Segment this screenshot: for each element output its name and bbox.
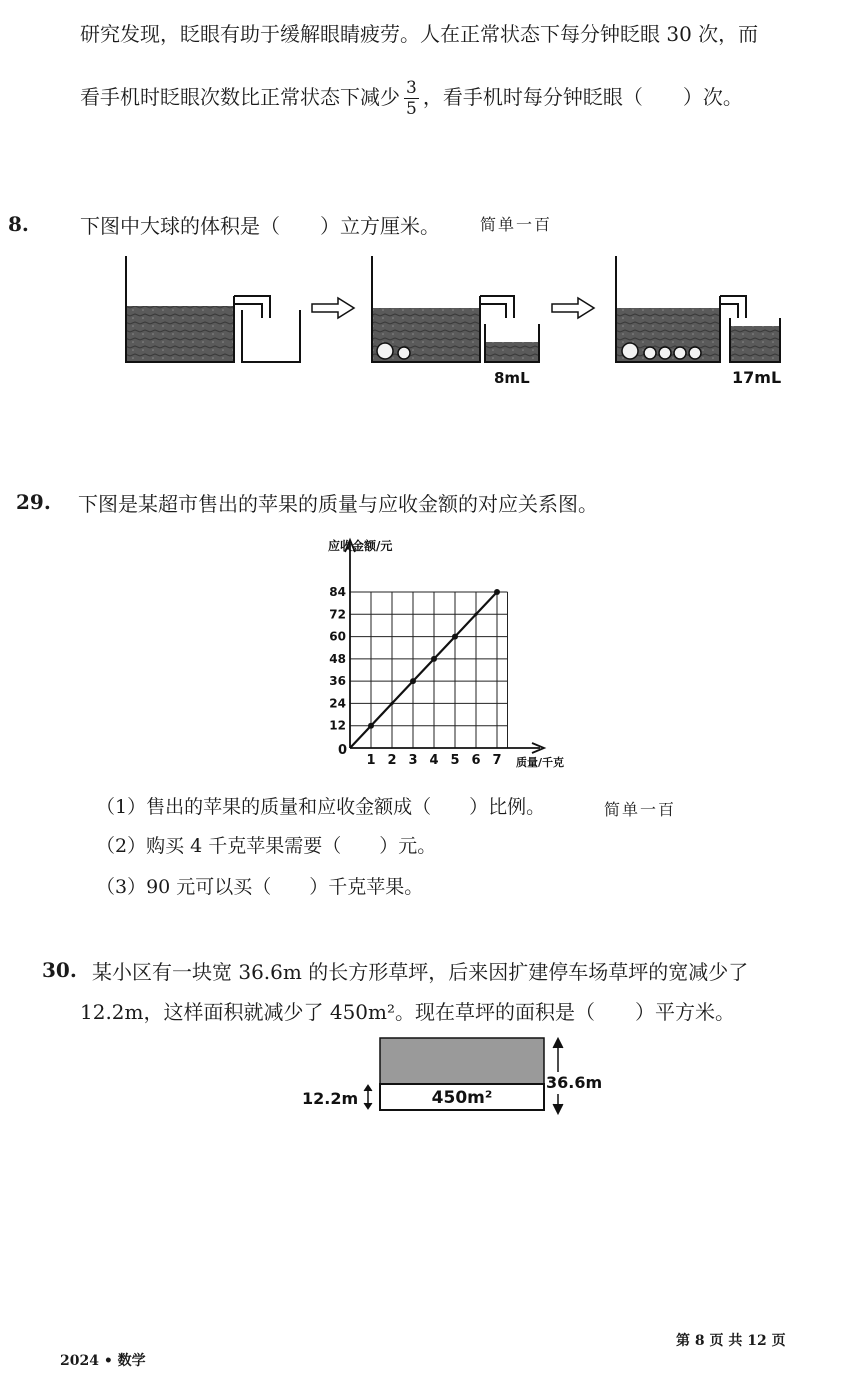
- q28-number: 8.: [8, 212, 29, 236]
- footer-left: 2024 • 数学: [60, 1353, 146, 1369]
- big-ball: [377, 343, 393, 359]
- y-tick-label: 36: [329, 674, 346, 689]
- data-point: [410, 678, 416, 684]
- data-point: [494, 589, 500, 595]
- small-ball: [398, 347, 410, 359]
- q29-sub1: （1）售出的苹果的质量和应收金额成（ ）比例。: [96, 796, 546, 818]
- label-8ml: 8mL: [494, 369, 530, 387]
- q29-sub3: （3）90 元可以买（ ）千克苹果。: [96, 876, 424, 898]
- container-2: [372, 256, 539, 362]
- q27-line2: [80, 78, 743, 119]
- q28-text: 下图中大球的体积是（ ）立方厘米。: [80, 214, 440, 238]
- x-tick-label: 1: [366, 753, 376, 768]
- label-12-2: 12.2m: [302, 1089, 359, 1108]
- q28-watermark: 简单一百: [480, 215, 553, 234]
- y-tick-label: 12: [329, 718, 346, 733]
- data-point: [390, 702, 393, 705]
- q29-sub2: （2）购买 4 千克苹果需要（ ）元。: [96, 835, 437, 857]
- data-point: [452, 634, 458, 640]
- y-axis-label: 应收金额/元: [328, 539, 393, 553]
- q30-line1: 某小区有一块宽 36.6m 的长方形草坪，后来因扩建停车场草坪的宽减少了: [92, 960, 749, 984]
- x-tick-label: 6: [471, 753, 481, 768]
- big-ball: [622, 343, 638, 359]
- x-axis-label: 质量/千克: [516, 756, 565, 769]
- q29-watermark: 简单一百: [604, 800, 677, 819]
- x-tick-label: 5: [450, 753, 460, 768]
- y-tick-label: 24: [329, 696, 346, 711]
- q30-number: 30.: [42, 958, 77, 982]
- q29-number: 29.: [16, 490, 51, 514]
- q27-fraction: [404, 78, 419, 119]
- data-point: [474, 613, 477, 616]
- x-tick-label: 2: [387, 753, 397, 768]
- arrow-1: [312, 298, 354, 318]
- q30-line2: 12.2m，这样面积就减少了 450m²。现在草坪的面积是（ ）平方米。: [80, 1000, 736, 1024]
- q27-line2-post: ，看手机时每分钟眨眼（ ）次。: [422, 85, 743, 109]
- footer-page: 第 8 页 共 12 页: [676, 1333, 786, 1349]
- q27-line1: 研究发现，眨眼有助于缓解眼睛疲劳。人在正常状态下每分钟眨眼 30 次，而: [80, 22, 759, 46]
- label-36-6: 36.6m: [546, 1073, 603, 1092]
- small-ball: [659, 347, 671, 359]
- q27-fraction-numerator: 3: [406, 78, 417, 98]
- q29-line-chart: [322, 534, 582, 774]
- remaining-lawn: [380, 1038, 544, 1084]
- container-1: [126, 256, 300, 362]
- arrow-2: [552, 298, 594, 318]
- q30-lawn-diagram: [296, 1032, 626, 1122]
- x-tick-label: 7: [492, 753, 502, 768]
- q29-text: 下图是某超市售出的苹果的质量与应收金额的对应关系图。: [78, 492, 598, 516]
- data-point: [431, 656, 437, 662]
- small-ball: [644, 347, 656, 359]
- data-point: [368, 723, 374, 729]
- label-450: 450m²: [431, 1088, 493, 1108]
- q27-fraction-denominator: 5: [406, 99, 417, 119]
- y-tick-label: 84: [329, 585, 346, 599]
- x-tick-label: 4: [429, 753, 439, 768]
- label-17ml: 17mL: [732, 368, 782, 387]
- origin-label: 0: [338, 743, 348, 758]
- y-tick-label: 60: [329, 629, 346, 644]
- small-ball: [674, 347, 686, 359]
- q27-line2-pre: 看手机时眨眼次数比正常状态下减少: [80, 85, 400, 109]
- y-tick-label: 48: [329, 651, 346, 666]
- q28-containers-diagram: [100, 248, 800, 393]
- y-tick-label: 72: [329, 607, 346, 622]
- small-ball: [689, 347, 701, 359]
- container-3: [616, 256, 780, 362]
- x-tick-label: 3: [408, 753, 418, 768]
